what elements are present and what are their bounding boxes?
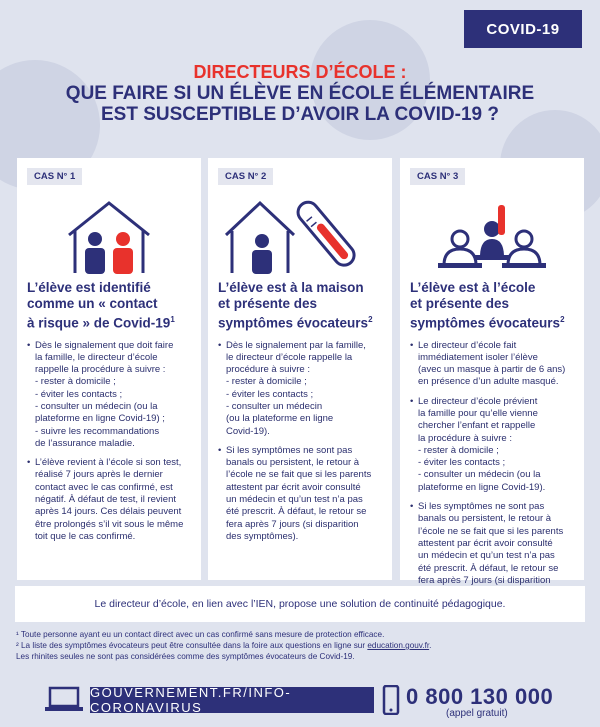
footnotes <box>16 629 586 662</box>
case-body <box>410 340 574 600</box>
education-link[interactable]: education.gouv.fr <box>367 641 430 650</box>
case-title: L’élève est à l’école et présente des symptômes évocateurs$^2$ <box>410 280 565 331</box>
case-label: CAS N° 1 <box>27 168 82 185</box>
case-paragraph: • Dès le signalement par la famille, le directeur d’école rappelle la procédure à suivre : - rester à domicile ; - éviter les contacts ; - consulter un médecin (ou la plateforme en ligne Covid-19). <box>218 340 382 438</box>
footnote-3: Les rhinites seules ne sont pas considérées comme des symptômes évocateurs de Covid-19. <box>16 652 355 661</box>
case-card-3 <box>400 158 584 586</box>
info-coronavirus-link[interactable]: GOUVERNEMENT.FR/INFO-CORONAVIRUS <box>90 687 374 713</box>
phone-icon <box>382 685 400 715</box>
footer <box>0 681 600 727</box>
phone-note: (appel gratuit) <box>446 708 508 719</box>
page-title <box>0 62 600 125</box>
case-body <box>218 340 382 544</box>
case-paragraph: • Dès le signalement que doit faire la famille, le directeur d’école rappelle la procédure à suivre : - rester à domicile ; - éviter les contacts ; - consulter un médecin (ou la plateforme en ligne Covid-19) ; - suivre les recommandations de l’assurance maladie. <box>27 340 191 451</box>
case-paragraph: • Le directeur d’école prévient la famille pour qu’elle vienne chercher l’enfant et rappelle la procédure à suivre : - rester à domicile ; - éviter les contacts ; - consulter un médecin (ou la plateforme en ligne Covid-19). <box>410 396 574 494</box>
covid-badge: COVID-19 <box>464 10 582 48</box>
case-card-2 <box>208 158 392 580</box>
case-paragraph: • L’élève revient à l’école si son test, réalisé 7 jours après le dernier contact avec le cas confirmé, est négatif. À défaut de test, il revient après 14 jours. Ces délais peuvent être prolongés s’il vit sous le même toit que le cas confirmé. <box>27 457 191 543</box>
continuity-note: Le directeur d’école, en lien avec l’IEN, propose une solution de continuité pédagogique. <box>15 586 585 622</box>
home-thermometer-icon <box>218 191 382 276</box>
title-line-3: EST SUSCEPTIBLE D’AVOIR LA COVID-19 ? <box>101 104 499 125</box>
laptop-icon <box>44 685 84 715</box>
title-line-1: DIRECTEURS D’ÉCOLE : <box>193 62 407 82</box>
case-label: CAS N° 2 <box>218 168 273 185</box>
case-paragraph: • Si les symptômes ne sont pas banals ou persistent, le retour à l’école ne se fait que si les parents attestent par écrit avoir consulté un médecin et qu’un test n’a pas été prescrit. À défaut, le retour se fera après 7 jours (si disparition <box>410 501 574 599</box>
case-label: CAS N° 3 <box>410 168 465 185</box>
case-card-1 <box>17 158 201 580</box>
classroom-pupils-icon <box>410 191 574 276</box>
case-body <box>27 340 191 544</box>
contact-risk-icon <box>27 191 191 276</box>
footnote-1: ¹ Toute personne ayant eu un contact direct avec un cas confirmé sans mesure de protection efficace. <box>16 630 385 639</box>
case-title: L’élève est identifié comme un « contact à risque » de Covid-$19^1$ <box>27 280 175 331</box>
case-paragraph: • Le directeur d’école fait immédiatement isoler l’élève (avec un masque à partir de 6 ans) en présence d’un adulte masqué. <box>410 340 574 389</box>
case-title: L’élève est à la maison et présente des symptômes évocateurs$^2$ <box>218 280 373 331</box>
title-line-2: QUE FAIRE SI UN ÉLÈVE EN ÉCOLE ÉLÉMENTAIRE <box>65 83 535 104</box>
case-paragraph: • Si les symptômes ne sont pas banals ou persistent, le retour à l’école ne se fait que si les parents attestent par écrit avoir consulté un médecin et qu’un test n’a pas été prescrit. À défaut, le retour se fera après 7 jours (si disparition des symptômes). <box>218 445 382 543</box>
footnote-2: ² La liste des symptômes évocateurs peut être consultée dans la foire aux questions en ligne sur education.gouv.fr. <box>16 641 432 650</box>
phone-number[interactable]: 0 800 130 000 <box>406 684 554 709</box>
